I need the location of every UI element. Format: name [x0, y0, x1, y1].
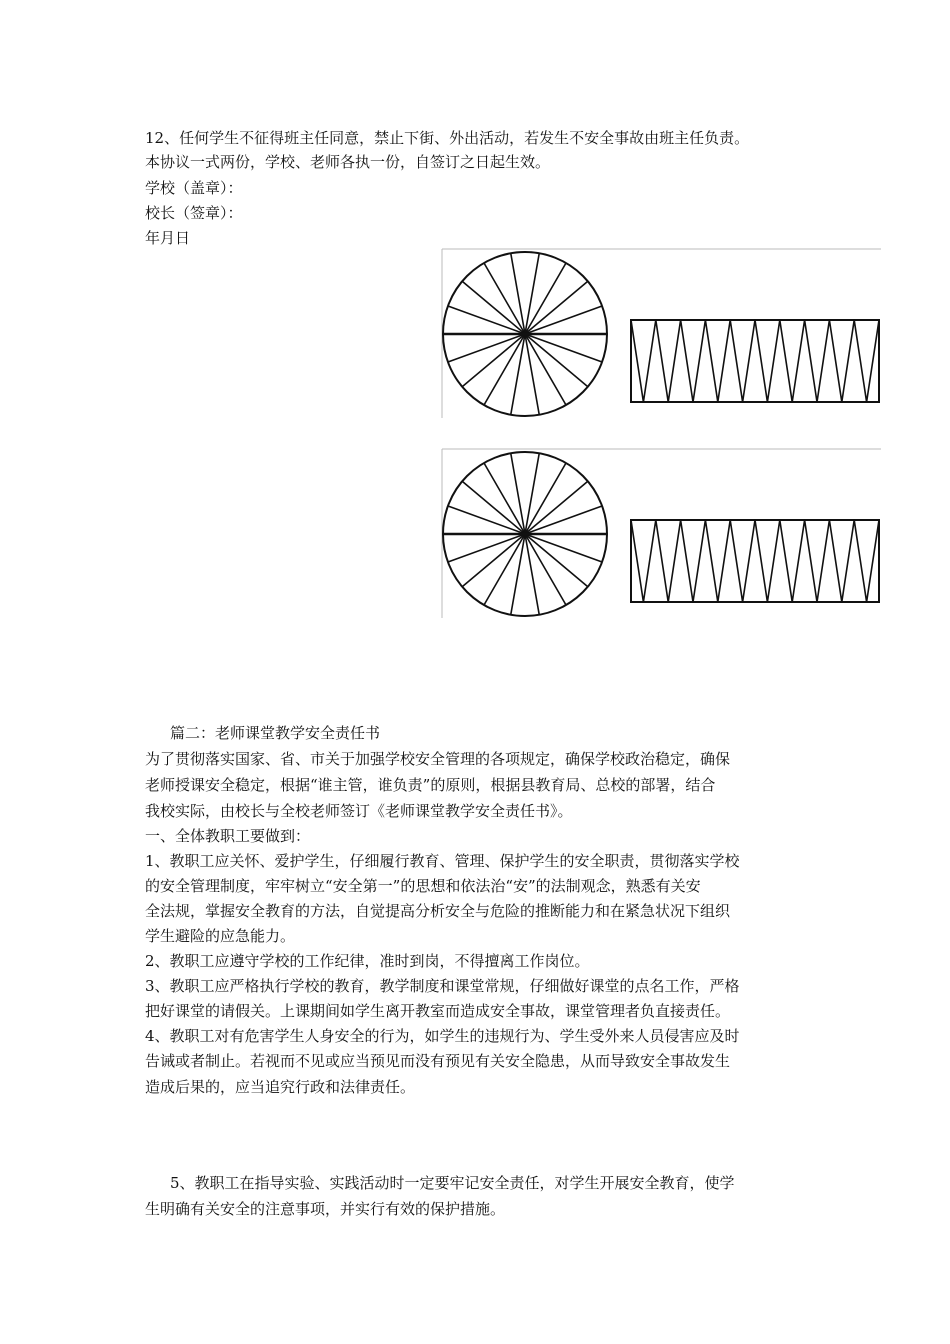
item-1-line: 的安全管理制度，牢牢树立“安全第一”的思想和依法治“安”的法制观念，熟悉有关安 — [145, 877, 701, 895]
item-3-line: 3、教职工应严格执行学校的教育，教学制度和课堂常规，仔细做好课堂的点名工作，严格 — [145, 977, 740, 995]
date-label: 年月日 — [145, 229, 191, 247]
wheel-spoke — [462, 281, 525, 334]
wheel-spoke — [462, 481, 525, 534]
zigzag-box — [631, 320, 879, 402]
wheel-spoke — [448, 306, 525, 334]
wheel-spoke — [448, 534, 525, 562]
item-4-line: 4、教职工对有危害学生人身安全的行为，如学生的违规行为、学生受外来人员侵害应及时 — [145, 1027, 740, 1045]
decorative-figure-2 — [441, 448, 881, 618]
intro-line: 老师授课安全稳定，根据“谁主管，谁负责”的原则，根据县教育局、总校的部署，结合 — [145, 776, 716, 794]
wheel-spoke — [525, 481, 588, 534]
section-title: 篇二：老师课堂教学安全责任书 — [170, 724, 381, 742]
wheel-spoke — [448, 334, 525, 362]
item-4-line: 告诫或者制止。若视而不见或应当预见而没有预见有关安全隐患，从而导致安全事故发生 — [145, 1052, 731, 1070]
intro-line: 我校实际，由校长与全校老师签订《老师课堂教学安全责任书》。 — [145, 802, 573, 820]
wheel-spoke — [448, 506, 525, 534]
zigzag-line — [631, 520, 879, 602]
item-1-line: 学生避险的应急能力。 — [145, 927, 296, 945]
wheel-spoke — [525, 334, 588, 387]
rule-12: 12、任何学生不征得班主任同意，禁止下街、外出活动，若发生不安全事故由班主任负责。 — [145, 129, 750, 147]
decorative-figure-1 — [441, 248, 881, 418]
wheel-zigzag-figure — [441, 448, 881, 618]
wheel-spoke — [525, 506, 602, 534]
item-5-line: 生明确有关安全的注意事项，并实行有效的保护措施。 — [145, 1200, 506, 1218]
item-5-line: 5、教职工在指导实验、实践活动时一定要牢记安全责任，对学生开展安全教育，使学 — [170, 1174, 735, 1192]
wheel-zigzag-figure — [441, 248, 881, 418]
wheel-spoke — [525, 281, 588, 334]
wheel-spoke — [525, 534, 602, 562]
zigzag-line — [631, 320, 879, 402]
zigzag-box — [631, 520, 879, 602]
wheel-spoke — [525, 306, 602, 334]
wheel-spoke — [525, 534, 588, 587]
item-1-line: 全法规，掌握安全教育的方法，自觉提高分析安全与危险的推断能力和在紧急状况下组织 — [145, 902, 731, 920]
item-1-line: 1、教职工应关怀、爱护学生，仔细履行教育、管理、保护学生的安全职责，贯彻落实学校 — [145, 852, 740, 870]
item-3-line: 把好课堂的请假关。上课期间如学生离开教室而造成安全事故，课堂管理者负直接责任。 — [145, 1002, 731, 1020]
wheel-spoke — [462, 334, 525, 387]
copies-clause: 本协议一式两份，学校、老师各执一份，自签订之日起生效。 — [145, 153, 551, 171]
school-seal-label: 学校（盖章）： — [145, 179, 243, 197]
principal-sign-label: 校长（签章）： — [145, 204, 243, 222]
wheel-spoke — [525, 334, 602, 362]
wheel-spoke — [462, 534, 525, 587]
intro-line: 为了贯彻落实国家、省、市关于加强学校安全管理的各项规定，确保学校政治稳定，确保 — [145, 750, 731, 768]
heading-1: 一、全体教职工要做到： — [145, 827, 311, 845]
item-4-line: 造成后果的，应当追究行政和法律责任。 — [145, 1078, 416, 1096]
item-2: 2、教职工应遵守学校的工作纪律，准时到岗，不得擅离工作岗位。 — [145, 952, 590, 970]
